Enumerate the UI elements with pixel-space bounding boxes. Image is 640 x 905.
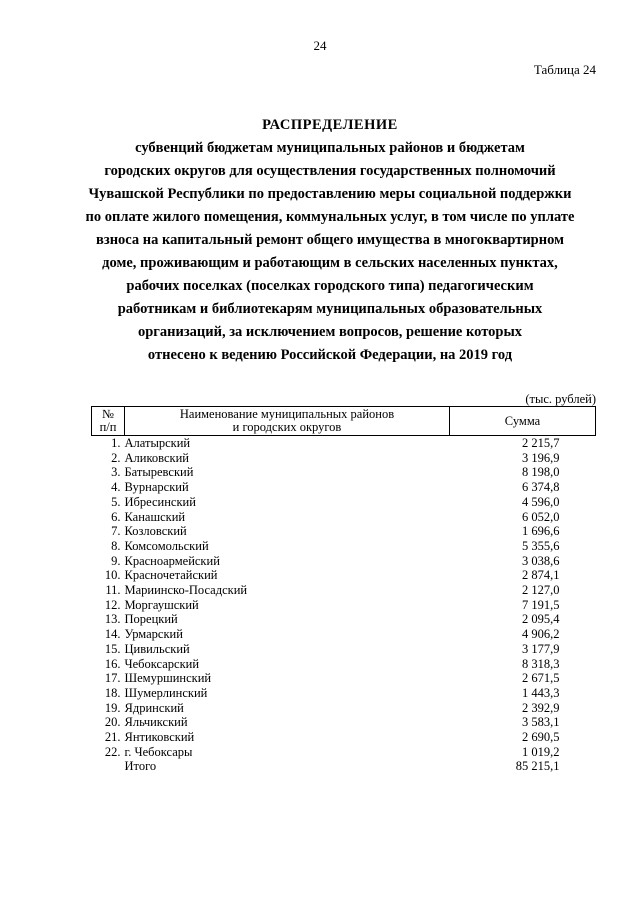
row-sum: 4 596,0 [522, 494, 560, 509]
table-row [92, 583, 596, 598]
row-number: 20. [104, 715, 121, 730]
table-row [92, 524, 596, 539]
distribution-table [91, 406, 596, 774]
table-row [92, 612, 596, 627]
header-num [92, 407, 125, 436]
heading-line: по оплате жилого помещения, коммунальных услуг, в том числе по уплате [85, 209, 575, 225]
total-row [92, 759, 596, 774]
row-name: Урмарский [124, 627, 183, 642]
row-sum: 1 443,3 [522, 685, 560, 700]
row-number: 21. [104, 730, 121, 745]
row-sum: 6 052,0 [522, 509, 560, 524]
table-row [92, 730, 596, 745]
row-name: Комсомольский [124, 538, 209, 553]
header-name-line2: и городских округов [232, 420, 342, 434]
heading-line: рабочих поселках (поселках городского типа) педагогическим [126, 278, 534, 294]
table-row [92, 451, 596, 466]
row-name: Чебоксарский [124, 656, 200, 671]
row-name: Аликовский [124, 450, 189, 465]
row-number: 8. [111, 538, 121, 553]
row-sum: 6 374,8 [522, 480, 560, 495]
row-name: Козловский [124, 524, 187, 539]
header-name [125, 407, 450, 436]
table-row [92, 715, 596, 730]
row-name: Моргаушский [124, 597, 199, 612]
row-name: Мариинско-Посадский [124, 583, 248, 598]
row-number: 22. [104, 744, 121, 759]
table-body [92, 436, 596, 775]
row-number: 9. [111, 553, 121, 568]
row-sum: 1 696,6 [522, 524, 560, 539]
heading-line: взноса на капитальный ремонт общего имущества в многоквартирном [96, 232, 564, 248]
row-name: Шумерлинский [124, 685, 208, 700]
row-sum: 2 874,1 [522, 568, 560, 583]
table-row [92, 642, 596, 657]
row-sum: 1 019,2 [522, 744, 560, 759]
row-name: Красночетайский [124, 568, 218, 583]
row-name: Красноармейский [124, 553, 220, 568]
row-number: 1. [111, 436, 121, 450]
table-row [92, 480, 596, 495]
row-number: 19. [104, 700, 121, 715]
row-number: 15. [104, 641, 121, 656]
row-number: 16. [104, 656, 121, 671]
heading-line: организаций, за исключением вопросов, решение которых [137, 324, 523, 340]
row-sum: 3 177,9 [522, 641, 560, 656]
document-heading [60, 114, 600, 367]
row-sum: 8 198,0 [522, 465, 560, 480]
table-row [92, 598, 596, 613]
row-name: Цивильский [124, 641, 190, 656]
row-number: 7. [111, 524, 121, 539]
table-row [92, 745, 596, 760]
heading-line: доме, проживающим и работающим в сельских населенных пунктах, [102, 255, 558, 271]
table-row [92, 657, 596, 672]
heading-line: работникам и библиотекарям муниципальных образовательных [117, 301, 543, 317]
total-num [92, 759, 125, 774]
table-row [92, 686, 596, 701]
header-num-line1: № [102, 407, 114, 421]
table-row [92, 554, 596, 569]
page-number: 24 [313, 38, 327, 53]
table-row [92, 568, 596, 583]
row-sum: 2 671,5 [522, 671, 560, 686]
table-reference: Таблица 24 [533, 62, 596, 77]
table-row [92, 465, 596, 480]
total-label: Итого [124, 759, 157, 774]
table-row [92, 539, 596, 554]
row-number: 12. [104, 597, 121, 612]
table-row [92, 510, 596, 525]
row-name: г. Чебоксары [124, 744, 193, 759]
row-name: Ядринский [124, 700, 184, 715]
row-number: 6. [111, 509, 121, 524]
header-sum: Сумма [450, 407, 596, 436]
header-num-line2: п/п [99, 420, 117, 434]
row-number: 17. [104, 671, 121, 686]
heading-line: городских округов для осуществления государственных полномочий [104, 163, 556, 179]
heading-line: Чувашской Республики по предоставлению меры социальной поддержки [88, 186, 572, 202]
row-sum: 2 690,5 [522, 730, 560, 745]
row-name: Канашский [124, 509, 186, 524]
heading-line: отнесено к ведению Российской Федерации, на 2019 год [147, 347, 513, 363]
row-sum: 5 355,6 [522, 538, 560, 553]
row-name: Алатырский [124, 436, 191, 450]
heading-line: субвенций бюджетам муниципальных районов и бюджетам [135, 140, 525, 156]
row-number: 2. [111, 450, 121, 465]
row-sum: 3 196,9 [522, 450, 560, 465]
row-name: Шемуршинский [124, 671, 212, 686]
row-sum: 2 392,9 [522, 700, 560, 715]
row-number: 13. [104, 612, 121, 627]
row-sum: 2 095,4 [522, 612, 560, 627]
table-header-row [92, 407, 596, 436]
row-number: 4. [111, 480, 121, 495]
row-number: 14. [104, 627, 121, 642]
row-name: Ибресинский [124, 494, 196, 509]
total-sum: 85 215,1 [515, 759, 560, 774]
row-number: 11. [105, 583, 121, 598]
row-sum: 8 318,3 [522, 656, 560, 671]
table-row [92, 436, 596, 451]
row-sum: 3 038,6 [522, 553, 560, 568]
row-sum: 2 127,0 [522, 583, 560, 598]
row-name: Батыревский [124, 465, 194, 480]
table-row [92, 701, 596, 716]
row-sum: 3 583,1 [522, 715, 560, 730]
row-name: Янтиковский [124, 730, 195, 745]
table-row [92, 495, 596, 510]
row-number: 3. [111, 465, 121, 480]
table-row [92, 671, 596, 686]
row-number: 5. [111, 494, 121, 509]
row-sum: 4 906,2 [522, 627, 560, 642]
units-label: (тыс. рублей) [525, 392, 596, 406]
heading-title: РАСПРЕДЕЛЕНИЕ [262, 117, 398, 133]
header-name-line1: Наименование муниципальных районов [179, 407, 395, 421]
row-name: Вурнарский [124, 480, 189, 495]
row-name: Порецкий [124, 612, 178, 627]
row-number: 18. [104, 685, 121, 700]
row-sum: 2 215,7 [522, 436, 560, 450]
row-name: Яльчикский [124, 715, 188, 730]
row-number: 10. [104, 568, 121, 583]
table-row [92, 627, 596, 642]
row-sum: 7 191,5 [522, 597, 560, 612]
